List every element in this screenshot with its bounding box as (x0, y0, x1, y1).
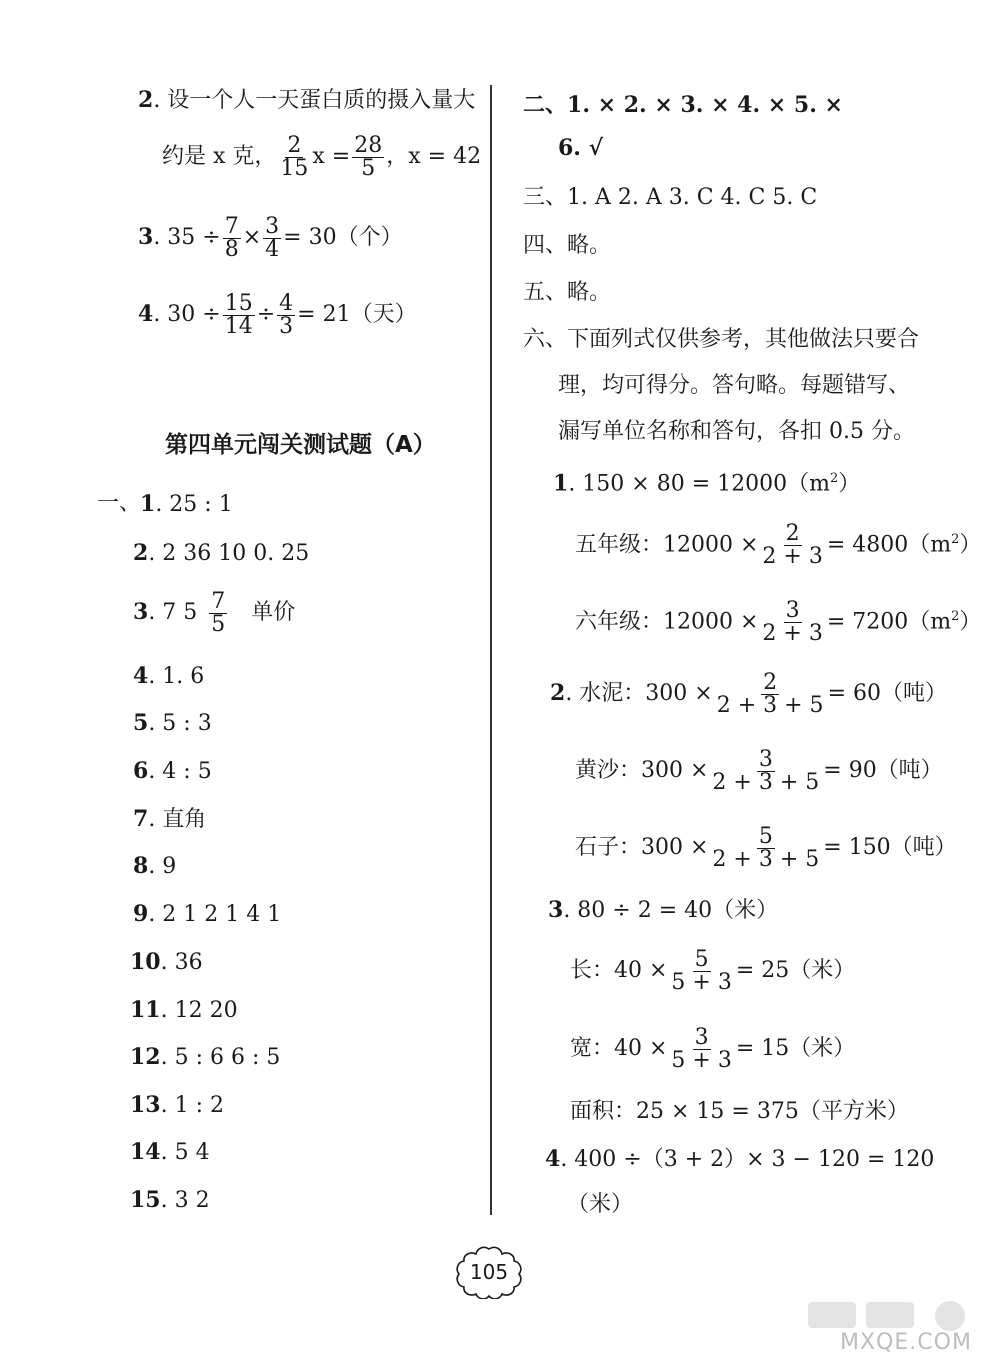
q2-fraction-2 (352, 132, 384, 181)
r3b-fraction (669, 1024, 733, 1073)
q2-text: . 设一个人一天蛋白质的摄入量大 (153, 88, 476, 113)
r1b-superscript: 2 (951, 609, 960, 624)
q4-number: 4 (138, 301, 154, 327)
q2-number: 2 (138, 87, 154, 113)
item-number: 10 (130, 949, 161, 975)
q4-line (138, 290, 417, 339)
section-2-label: 二、 (523, 92, 568, 118)
r2a-fraction-denominator: 2 + 3 + 5 (716, 692, 824, 718)
r3a-fraction (669, 946, 733, 995)
section-6-line1: 六、下面列式仅供参考，其他做法只要合 (523, 327, 920, 352)
item-number: 1 (140, 491, 156, 517)
item-text: . 2 36 10 0. 25 (148, 541, 310, 566)
r2b-tail: = 90（吨） (823, 758, 943, 783)
item-number: 11 (130, 997, 161, 1023)
r3a-fraction-numerator: 5 (694, 946, 709, 972)
r3a-prefix: 长：40 × (570, 958, 668, 983)
q4-fraction-2-numerator: 4 (279, 290, 294, 316)
list-item (133, 661, 204, 692)
list-item (130, 995, 238, 1026)
q3-fraction-1-denominator: 8 (224, 236, 239, 262)
r3a-fraction-denominator: 5 + 3 (671, 969, 732, 995)
q4-fraction-2 (277, 290, 295, 339)
r2a-prefix: . 水泥：300 × (565, 681, 713, 706)
section-6-line2: 理，均可得分。答句略。每题错写、 (558, 373, 911, 398)
r2a-fraction-numerator: 2 (763, 669, 778, 695)
q2-fraction-1 (278, 132, 310, 181)
r2a-tail: = 60（吨） (827, 681, 947, 706)
q3-fraction-2-denominator: 4 (265, 236, 280, 262)
item-text: . 7 5 (148, 600, 198, 625)
column-divider (490, 85, 492, 1215)
r1a-line (575, 516, 981, 569)
section-3-answers: 1. A 2. A 3. C 4. C 5. C (567, 185, 818, 210)
item-number: 3 (133, 599, 149, 625)
item-number: 13 (130, 1092, 161, 1118)
q4-fraction-1 (223, 290, 255, 339)
r1b-fraction-numerator: 3 (785, 597, 800, 623)
r3-text: . 80 ÷ 2 = 40（米） (563, 898, 779, 923)
section-1-label: 一、 (97, 491, 142, 516)
item-text: . 3 2 (160, 1188, 210, 1213)
q2-fraction-2-numerator: 28 (354, 132, 383, 158)
r2a-fraction (715, 669, 826, 718)
r2c-tail: = 150（吨） (823, 835, 957, 860)
q3-fraction-1-numerator: 7 (224, 213, 239, 239)
item-text: . 直角 (148, 807, 207, 832)
r4-text: . 400 ÷（3 + 2）× 3 − 120 = 120 (560, 1147, 935, 1172)
section-4-line: 四、略。 (523, 233, 612, 258)
item-number: 2 (133, 540, 149, 566)
q4-tail: = 21（天） (297, 302, 417, 327)
q3-prefix: . 35 ÷ (153, 225, 221, 250)
r3a-tail: = 25（米） (735, 958, 856, 983)
item-3-fraction (209, 588, 227, 637)
item-number: 8 (133, 853, 149, 879)
r3a-line (570, 947, 855, 995)
q2-equation-mid: x = (312, 144, 351, 169)
r2c-line (575, 824, 957, 872)
section-6-line3: 漏写单位名称和答句，各扣 0.5 分。 (558, 419, 915, 444)
list-item (133, 899, 281, 930)
r1a-close: ） (959, 532, 982, 558)
r3b-fraction-numerator: 3 (694, 1024, 709, 1050)
r3b-line (570, 1025, 855, 1073)
r4-number: 4 (545, 1146, 561, 1172)
q2-equation-tail: ，x = 42 (386, 144, 482, 169)
r3-number: 3 (548, 897, 564, 923)
item-text: . 5 4 (160, 1140, 210, 1165)
r1b-fraction (760, 597, 824, 646)
q2-fraction-1-denominator: 15 (280, 155, 309, 181)
page-number: 105 (469, 1260, 509, 1284)
list-item (130, 1042, 280, 1073)
r1b-fraction-denominator: 2 + 3 (762, 620, 823, 646)
r2c-fraction (710, 823, 821, 872)
q3-number: 3 (138, 224, 154, 250)
item-number: 7 (133, 806, 149, 832)
r1a-fraction-denominator: 2 + 3 (762, 543, 823, 569)
r1a-fraction-numerator: 2 (785, 520, 800, 546)
q3-operator: × (242, 225, 262, 250)
r2b-fraction-numerator: 3 (758, 746, 773, 772)
r1a-prefix: 五年级：12000 × (575, 532, 759, 558)
item-number: 9 (133, 901, 149, 927)
item-text: . 5 : 6 6 : 5 (160, 1045, 281, 1070)
r3-line (548, 895, 778, 926)
section-5-line: 五、略。 (523, 280, 612, 305)
item-text: . 36 (160, 950, 203, 975)
r1a-fraction (760, 520, 824, 569)
list-item (133, 538, 309, 569)
r4-line2: （米） (567, 1192, 634, 1217)
r1b-prefix: 六年级：12000 × (575, 609, 759, 635)
item-3-fraction-numerator: 7 (211, 588, 226, 614)
item-number: 15 (130, 1187, 161, 1213)
item-number: 6 (133, 758, 149, 784)
r3b-prefix: 宽：40 × (570, 1036, 668, 1061)
r1-text: . 150 × 80 = 12000（m (568, 471, 830, 497)
r1-number: 1 (553, 470, 569, 497)
q3-tail: = 30（个） (283, 225, 403, 250)
item-number: 5 (133, 710, 149, 736)
list-item (130, 1137, 210, 1168)
r3b-tail: = 15（米） (735, 1036, 856, 1061)
r3c-line: 面积：25 × 15 = 375（平方米） (570, 1099, 909, 1124)
r1-close: ） (838, 471, 861, 497)
r2b-line (575, 747, 943, 795)
section-2-answers: 1. × 2. × 3. × 4. × 5. × (567, 92, 843, 118)
section-2-line2: 6. √ (558, 135, 604, 161)
section-2-line1 (523, 90, 843, 120)
item-text: . 1. 6 (148, 664, 205, 689)
section-3-label: 三、 (523, 185, 568, 210)
r2c-prefix: 石子：300 × (575, 835, 709, 860)
r4-line (545, 1144, 934, 1175)
q3-fraction-1 (223, 213, 241, 262)
r1a-superscript: 2 (951, 532, 960, 547)
list-item (130, 947, 203, 978)
q4-fraction-1-denominator: 14 (224, 313, 253, 339)
item-text: . 25 : 1 (155, 492, 233, 517)
item-number: 12 (130, 1044, 161, 1070)
list-item (133, 756, 212, 787)
list-item (133, 708, 212, 739)
item-text: . 5 : 3 (148, 711, 212, 736)
list-item (133, 588, 295, 637)
q4-fraction-1-numerator: 15 (224, 290, 253, 316)
r3b-fraction-denominator: 5 + 3 (671, 1047, 732, 1073)
item-text: . 1 : 2 (160, 1093, 225, 1118)
item-text: . 4 : 5 (148, 759, 212, 784)
r1b-close: ） (959, 609, 982, 635)
q2-line1 (138, 85, 475, 116)
r1b-line (575, 593, 981, 646)
item-number: 14 (130, 1139, 161, 1165)
r2a-line (550, 669, 947, 718)
r1-superscript: 2 (829, 471, 839, 486)
item-3-fraction-denominator: 5 (211, 611, 226, 637)
q3-fraction-2 (263, 213, 281, 262)
item-text: . 12 20 (160, 998, 238, 1023)
q2-fraction-2-denominator: 5 (361, 155, 376, 181)
r2c-fraction-numerator: 5 (758, 823, 773, 849)
q3-line (138, 213, 403, 262)
watermark-logo (800, 1300, 990, 1360)
r1b-tail: = 7200（m (826, 609, 952, 635)
r2c-fraction-denominator: 2 + 3 + 5 (712, 846, 820, 872)
r2b-prefix: 黄沙：300 × (575, 758, 709, 783)
list-item (130, 1185, 210, 1216)
list-item (140, 489, 233, 520)
section-title: 第四单元闯关测试题（A） (165, 432, 436, 458)
item-number: 4 (133, 663, 149, 689)
page-number-badge (455, 1245, 523, 1299)
item-text: . 9 (148, 854, 177, 879)
r2-number: 2 (550, 680, 566, 706)
q4-operator: ÷ (256, 302, 276, 327)
item-3-tail: 单价 (251, 600, 296, 625)
list-item (130, 1090, 224, 1121)
q2-line2-prefix: 约是 x 克， (162, 144, 277, 169)
q4-prefix: . 30 ÷ (153, 302, 221, 327)
watermark-text: MXQE.COM (840, 1330, 972, 1355)
item-text: . 2 1 2 1 4 1 (148, 902, 282, 927)
r2b-fraction (710, 746, 821, 795)
list-item (133, 804, 206, 835)
section-3-line (523, 183, 817, 213)
r2b-fraction-denominator: 2 + 3 + 5 (712, 769, 820, 795)
r1a-tail: = 4800（m (826, 532, 952, 558)
r1-line (553, 464, 860, 499)
list-item (133, 851, 176, 882)
q2-line2 (162, 133, 481, 181)
q2-fraction-1-numerator: 2 (287, 132, 302, 158)
q4-fraction-2-denominator: 3 (279, 313, 294, 339)
q3-fraction-2-numerator: 3 (265, 213, 280, 239)
